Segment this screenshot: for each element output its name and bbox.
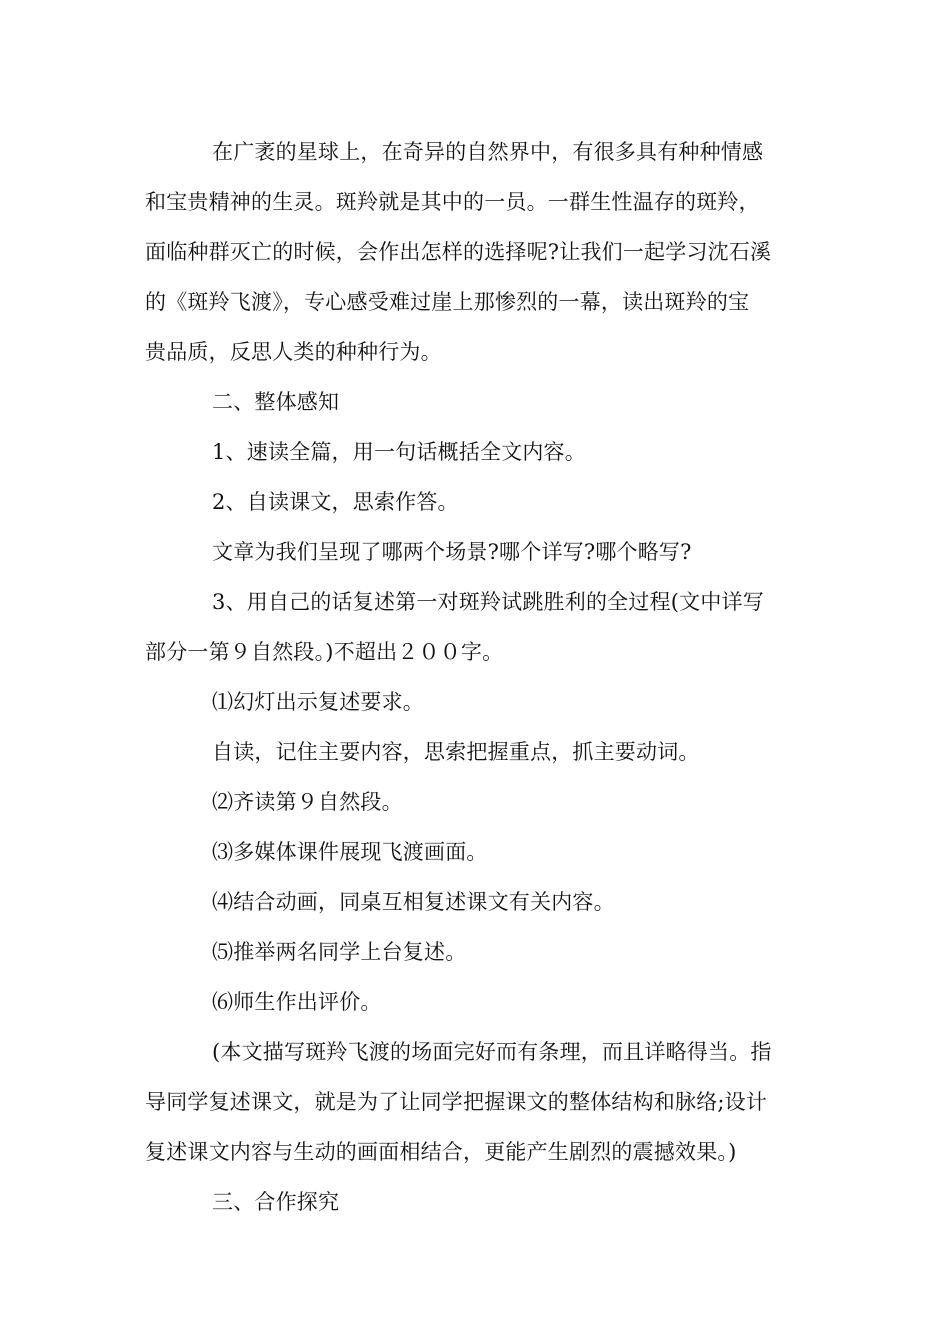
step-item: ⑶多媒体课件展现飞渡画面。: [212, 840, 488, 864]
question-line: 文章为我们呈现了哪两个场景?哪个详写?哪个略写?: [212, 540, 692, 564]
step-item: ⑷结合动画，同桌互相复述课文有关内容。: [212, 890, 615, 914]
step-item: ⑹师生作出评价。: [212, 990, 382, 1014]
intro-paragraph-line: 在广袤的星球上，在奇异的自然界中，有很多具有种种情感: [212, 140, 764, 164]
intro-paragraph-line: 贵品质，反思人类的种种行为。: [145, 340, 442, 364]
step-item: ⑴幻灯出示复述要求。: [212, 690, 424, 714]
list-item: 1、速读全篇，用一句话概括全文内容。: [212, 440, 586, 464]
commentary-line: (本文描写斑羚飞渡的场面完好而有条理，而且详略得当。指: [212, 1040, 772, 1064]
list-item-continued: 部分一第９自然段。)不超出２００字。: [145, 640, 504, 664]
commentary-line: 复述课文内容与生动的画面相结合，更能产生剧烈的震撼效果。): [145, 1140, 737, 1164]
section-heading-overall: 二、整体感知: [212, 390, 340, 414]
intro-paragraph-line: 的《斑羚飞渡》，专心感受难过崖上那惨烈的一幕，读出斑羚的宝: [145, 290, 750, 314]
list-item: 3、用自己的话复述第一对斑羚试跳胜利的全过程(文中详写: [212, 590, 764, 614]
step-item: ⑵齐读第９自然段。: [212, 790, 403, 814]
step-note: 自读，记住主要内容，思索把握重点，抓主要动词。: [212, 740, 700, 764]
intro-paragraph-line: 和宝贵精神的生灵。斑羚就是其中的一员。一群生性温存的斑羚，: [145, 190, 760, 214]
list-item: 2、自读课文，思索作答。: [212, 490, 459, 514]
commentary-line: 导同学复述课文，就是为了让同学把握课文的整体结构和脉络;设计: [145, 1090, 768, 1114]
intro-paragraph-line: 面临种群灭亡的时候，会作出怎样的选择呢?让我们一起学习沈石溪: [145, 240, 772, 264]
step-item: ⑸推举两名同学上台复述。: [212, 940, 467, 964]
section-heading-cooperative: 三、合作探究: [212, 1190, 340, 1214]
